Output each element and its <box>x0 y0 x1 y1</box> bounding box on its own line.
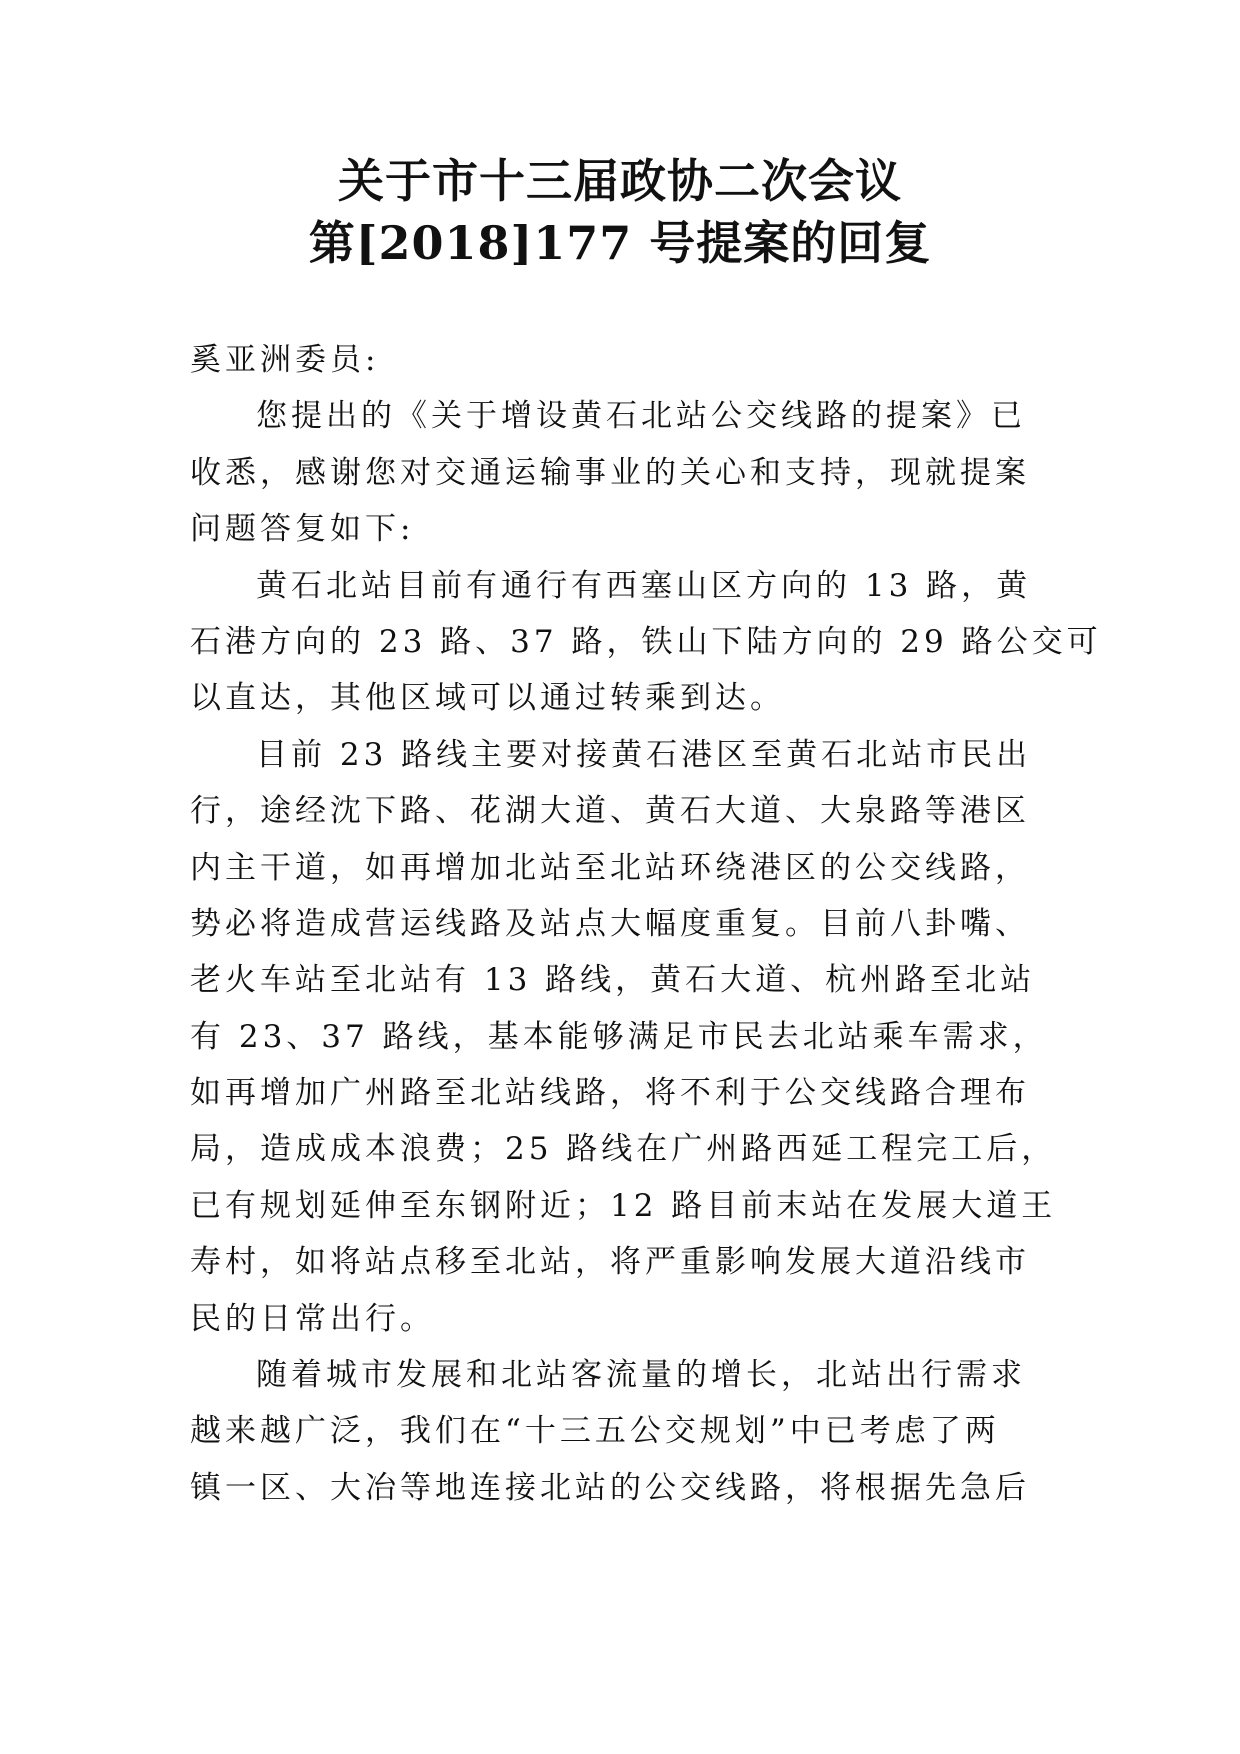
paragraph-line: 石港方向的 23 路、37 路，铁山下陆方向的 29 路公交可 <box>190 623 1102 660</box>
paragraph-2 <box>190 558 1102 727</box>
paragraph-line: 如再增加广州路至北站线路，将不利于公交线路合理布 <box>190 1075 1030 1112</box>
paragraph-line: 越来越广泛，我们在“十三五公交规划”中已考虑了两 <box>190 1413 1000 1450</box>
paragraph-line: 势必将造成营运线路及站点大幅度重复。目前八卦嘴、 <box>190 905 1030 942</box>
paragraph-line: 行，途经沈下路、花湖大道、黄石大道、大泉路等港区 <box>190 793 1030 830</box>
paragraph-line: 目前 23 路线主要对接黄石港区至黄石北站市民出 <box>256 736 1032 773</box>
paragraph-line: 老火车站至北站有 13 路线，黄石大道、杭州路至北站 <box>190 962 1036 999</box>
paragraph-line: 随着城市发展和北站客流量的增长，北站出行需求 <box>256 1357 1026 1394</box>
paragraph-line: 以直达，其他区域可以通过转乘到达。 <box>190 680 785 717</box>
paragraph-line: 黄石北站目前有通行有西塞山区方向的 13 路，黄 <box>256 567 1032 604</box>
paragraph-line: 收悉，感谢您对交通运输事业的关心和支持，现就提案 <box>190 454 1030 491</box>
paragraph-line: 镇一区、大冶等地连接北站的公交线路，将根据先急后 <box>190 1469 1030 1506</box>
paragraph-line: 内主干道，如再增加北站至北站环绕港区的公交线路， <box>190 849 1030 886</box>
paragraph-line: 寿村，如将站点移至北站，将严重影响发展大道沿线市 <box>190 1244 1030 1281</box>
paragraph-line: 局，造成成本浪费；25 路线在广州路西延工程完工后， <box>190 1131 1057 1168</box>
paragraph-line: 有 23、37 路线，基本能够满足市民去北站乘车需求， <box>190 1018 1048 1055</box>
paragraph-line: 问题答复如下: <box>190 511 415 548</box>
paragraph-line: 已有规划延伸至东钢附近；12 路目前末站在发展大道王 <box>190 1187 1057 1224</box>
title-line-2: 第[2018]177 号提案的回复 <box>308 216 932 270</box>
paragraph-4 <box>190 1347 1030 1516</box>
paragraph-line: 民的日常出行。 <box>190 1300 435 1337</box>
title-line-1: 关于市十三届政协二次会议 <box>338 154 902 208</box>
paragraph-3 <box>190 727 1057 1347</box>
paragraph-1 <box>190 388 1030 557</box>
document-title <box>0 150 1240 274</box>
paragraph-line: 您提出的《关于增设黄石北站公交线路的提案》已 <box>256 398 1026 435</box>
salutation: 奚亚洲委员: <box>190 342 380 378</box>
document-body <box>190 332 1102 1516</box>
